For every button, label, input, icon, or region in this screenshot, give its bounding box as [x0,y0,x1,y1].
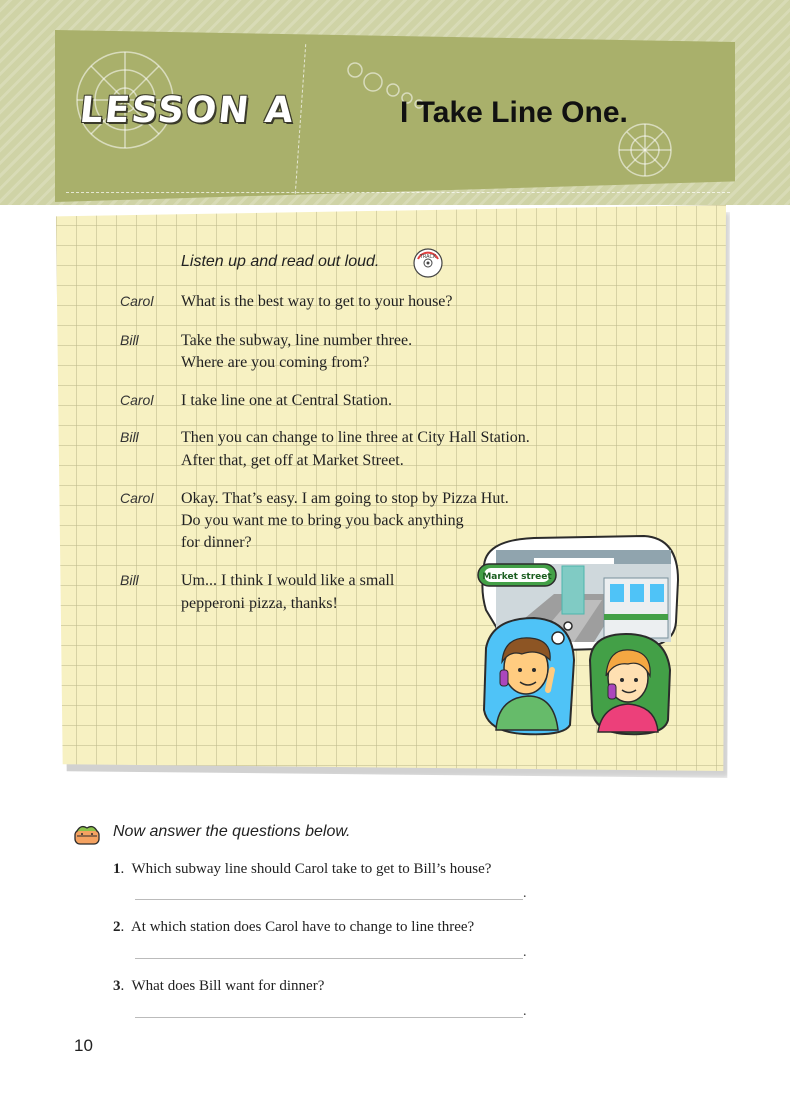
header-dashed-line [66,192,730,193]
dialogue-line: pepperoni pizza, thanks! [181,595,338,612]
dialogue-line: Okay. That’s easy. I am going to stop by Pizza Hut. [181,490,509,507]
dialogue-line: I take line one at Central Station. [181,392,393,409]
page-number: 10 [74,1036,93,1055]
girl-scene [590,634,670,734]
answer-period: . [523,886,527,901]
question-number: 2 [113,919,121,935]
dialogue-line: Do you want me to bring you back anything [181,512,464,529]
dialogue-line: What is the best way to get to your house? [181,293,453,310]
dialogue-line: Where are you coming from? [181,354,370,371]
answer-period: . [523,1004,527,1019]
speaker-label: Carol [120,293,154,309]
question-number: 1 [113,861,121,877]
speaker-label: Bill [120,572,139,588]
subway-phone-illustration [474,530,684,745]
station-sign-text: Market street [482,572,552,582]
questions-instruction: Now answer the questions below. [113,823,351,840]
speaker-label: Carol [120,392,154,408]
lesson-title: I Take Line One. [400,96,628,129]
cd-label: TRACK [419,254,437,260]
answer-period: . [523,945,527,960]
question-number: 3 [113,978,121,994]
boy-scene [484,618,574,734]
speaker-label: Bill [120,429,139,445]
question-text: What does Bill want for dinner? [131,978,325,994]
pencil-case-icon [73,822,101,848]
answer-line-3[interactable] [135,1017,523,1018]
dialogue-line: Then you can change to line three at City Hall Station. [181,429,530,446]
speaker-label: Bill [120,332,139,348]
dialogue-line: Um... I think I would like a small [181,572,395,589]
question-2: 2. At which station does Carol have to change to line three? [113,919,475,935]
dialogue-line: After that, get off at Market Street. [181,452,404,469]
dialogue-line: Take the subway, line number three. [181,332,413,349]
question-text: Which subway line should Carol take to get to Bill’s house? [131,861,492,877]
speaker-label: Carol [120,490,154,506]
question-3: 3. What does Bill want for dinner? [113,978,325,994]
lesson-label: LESSON A [77,90,298,131]
answer-line-1[interactable] [135,899,523,900]
audio-cd-icon[interactable] [412,247,444,279]
question-1: 1. Which subway line should Carol take to get to Bill’s house? [113,861,492,877]
question-text: At which station does Carol have to change to line three? [130,919,475,935]
answer-line-2[interactable] [135,958,523,959]
listen-instruction: Listen up and read out loud. [181,253,380,270]
dialogue-line: for dinner? [181,534,252,551]
